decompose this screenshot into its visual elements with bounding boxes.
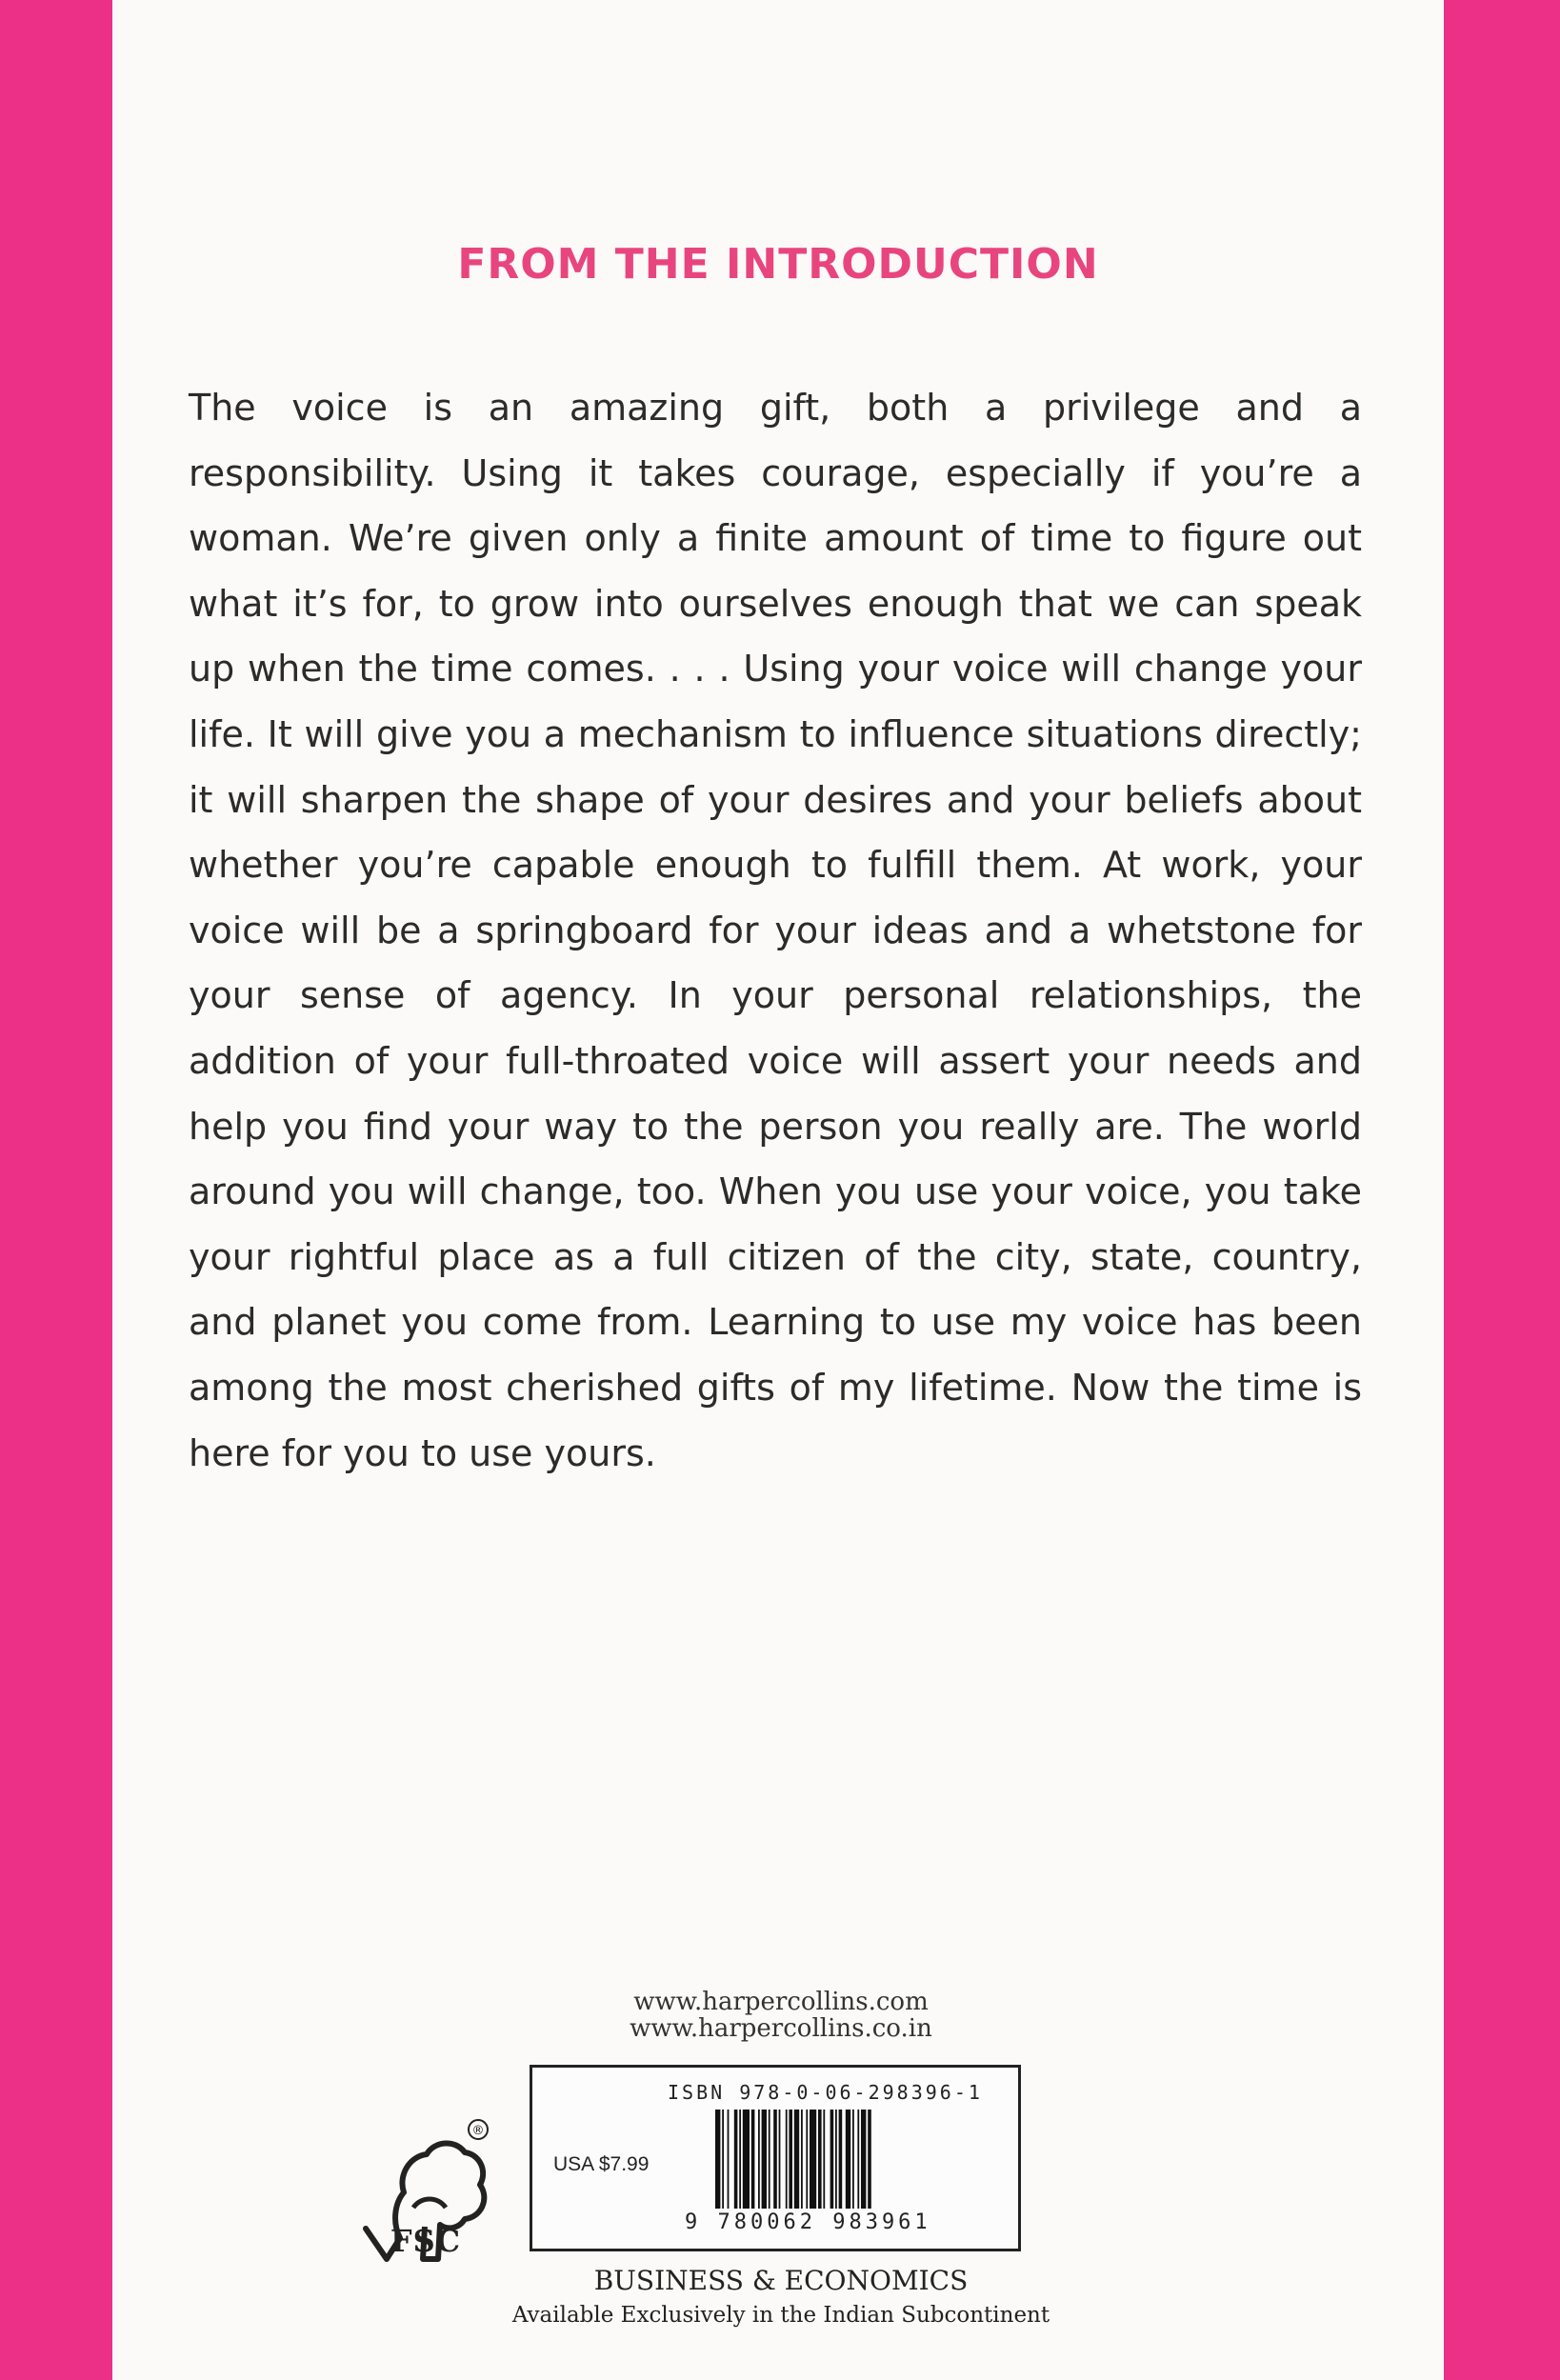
barcode-bar <box>861 2110 866 2209</box>
barcode-bar <box>789 2110 792 2209</box>
barcode-bar <box>769 2110 770 2209</box>
barcode-digits: 9 780062 983961 <box>685 2210 931 2234</box>
barcode-bar <box>722 2110 724 2209</box>
barcode-bar <box>758 2110 760 2209</box>
barcode-bar <box>835 2110 837 2209</box>
barcode-bar <box>846 2110 850 2209</box>
barcode-bar <box>857 2110 859 2209</box>
right-pink-band <box>1444 0 1560 2380</box>
barcode-bar <box>839 2110 843 2209</box>
barcode-bar <box>868 2110 871 2209</box>
barcode-bar <box>794 2110 799 2209</box>
barcode-bar <box>786 2110 788 2209</box>
barcode-bar <box>852 2110 854 2209</box>
barcode-bar <box>715 2110 720 2209</box>
left-pink-band <box>0 0 112 2380</box>
barcode-bar <box>806 2110 808 2209</box>
isbn-number: ISBN 978-0-06-298396-1 <box>668 2081 983 2104</box>
publisher-urls <box>533 1989 1029 2042</box>
publisher-url[interactable]: www.harpercollins.com <box>633 1988 929 2016</box>
barcode-bar <box>801 2110 803 2209</box>
fsc-label: FSC <box>390 2223 462 2259</box>
book-category: BUSINESS & ECONOMICS <box>593 2265 969 2296</box>
barcode-bar <box>762 2110 767 2209</box>
barcode-bar <box>743 2110 750 2209</box>
barcode-bar <box>810 2110 816 2209</box>
registered-mark: ® <box>471 2124 485 2138</box>
barcode-bar <box>751 2110 755 2209</box>
availability-note: Available Exclusively in the Indian Subcontinent <box>511 2303 1050 2328</box>
barcode-bar <box>779 2110 781 2209</box>
barcode-bar <box>818 2110 822 2209</box>
barcode-bars <box>715 2110 1001 2212</box>
price-label: USA $7.99 <box>553 2153 650 2175</box>
barcode-bar <box>734 2110 738 2209</box>
barcode-bar <box>773 2110 777 2209</box>
barcode-bar <box>830 2110 834 2209</box>
barcode-bar <box>728 2110 730 2209</box>
introduction-excerpt: The voice is an amazing gift, both a privilege and a responsibility. Using it takes courage, especially if you’re a woman. We’re given only a finite amount of time to figure out what it’s for, to grow into ourselves enough that we can speak up when the time comes. . . . Using your voice will change your life. It will give you a mechanism to influence situations directly; it will sharpen the shape of your desires and your beliefs about whether you’re capable enough to fulfill them. At work, your voice will be a springboard for your ideas and a whetstone for your sense of agency. In your personal relationships, the addition of your full-throated voice will assert your needs and help you find your way to the person you really are. The world around you will change, too. When you use your voice, you take your rightful place as a full citizen of the city, state, country, and planet you come from. Learning to use my voice has been among the most cherished gifts of my lifetime. Now the time is here for you to use yours. <box>189 387 1362 1474</box>
publisher-url[interactable]: www.harpercollins.co.in <box>630 2014 932 2043</box>
barcode-box <box>530 2065 1021 2251</box>
barcode-bar <box>823 2110 825 2209</box>
barcode-bar <box>739 2110 741 2209</box>
section-heading: FROM THE INTRODUCTION <box>457 240 1099 289</box>
